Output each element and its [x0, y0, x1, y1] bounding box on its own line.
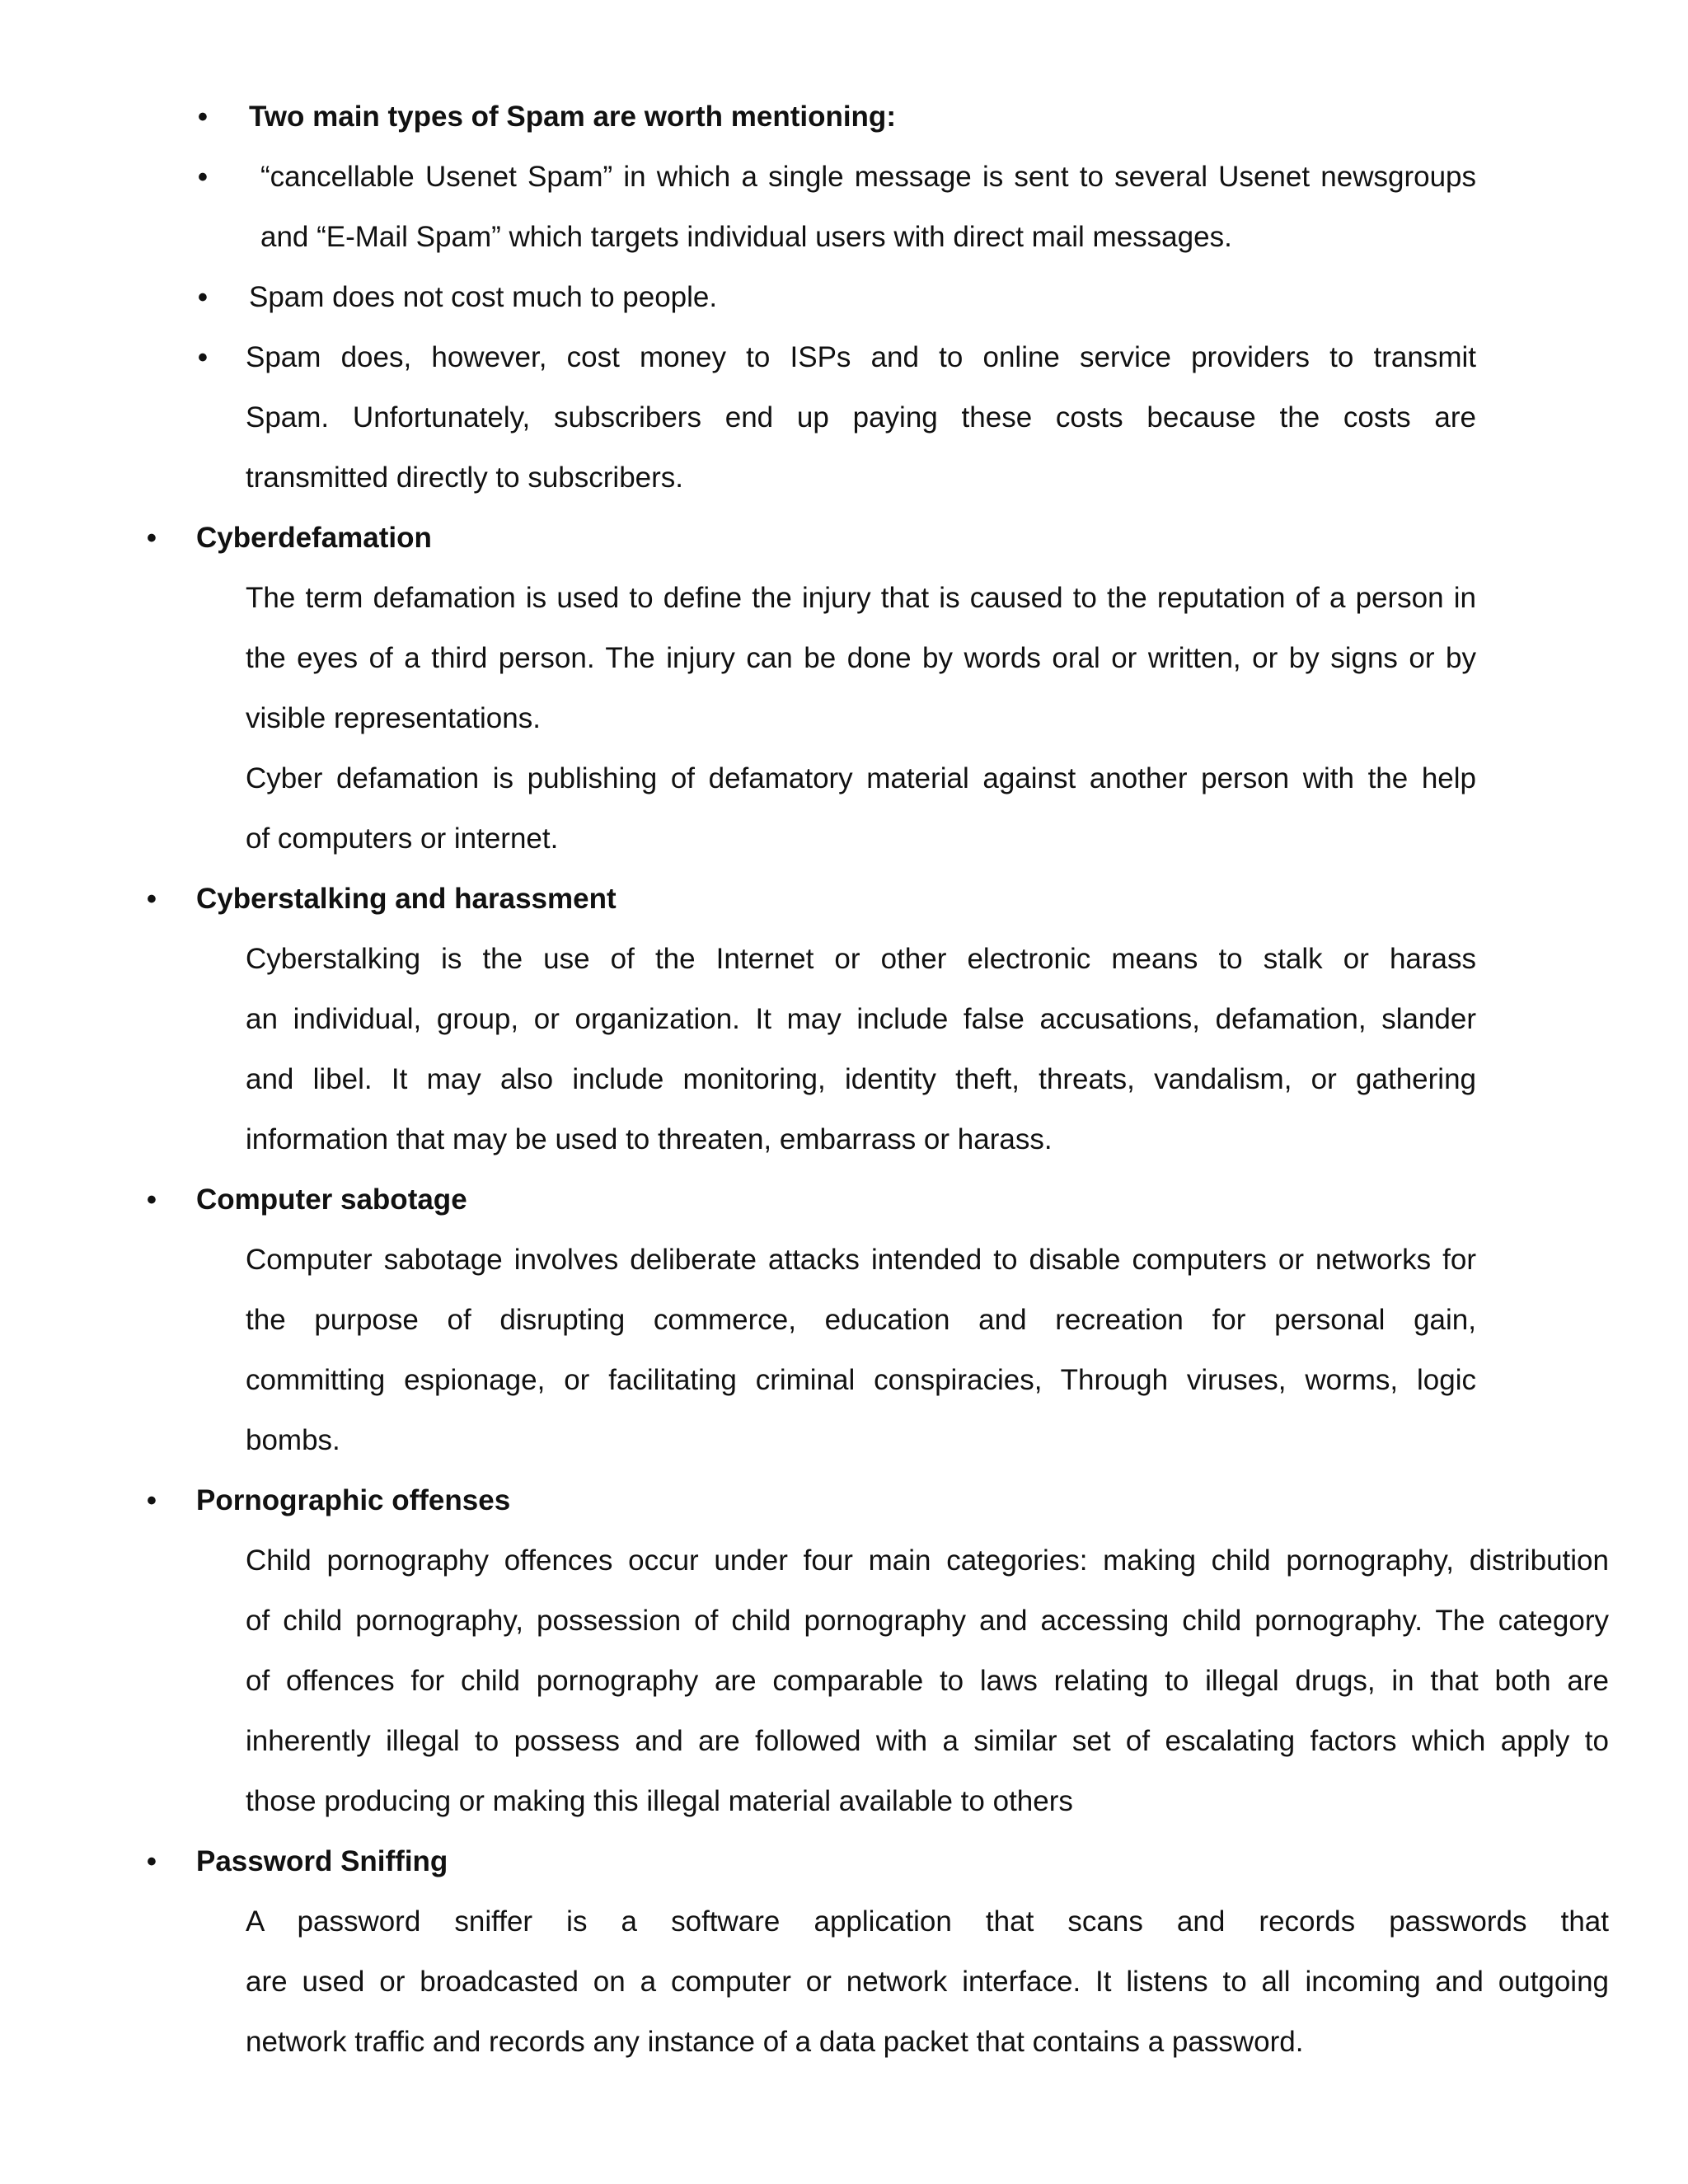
cyberdefamation-line-4: Cyber defamation is publishing of defamatory material against another person with the help: [246, 762, 1476, 794]
bullet-icon: •: [198, 342, 208, 373]
spam-heading: Two main types of Spam are worth mentioning:: [249, 101, 896, 133]
pornographic-line-1: Child pornography offences occur under four main categories: making child pornography, distribution: [246, 1544, 1609, 1577]
pornographic-line-3: of offences for child pornography are comparable to laws relating to illegal drugs, in that both are: [246, 1665, 1609, 1697]
spam-item-1-line-1: “cancellable Usenet Spam” in which a single message is sent to several Usenet newsgroups: [260, 161, 1476, 193]
password-line-3: network traffic and records any instance of a data packet that contains a password.: [246, 2026, 1304, 2058]
cyberstalking-heading: Cyberstalking and harassment: [196, 883, 617, 915]
sabotage-line-3: committing espionage, or facilitating criminal conspiracies, Through viruses, worms, logic: [246, 1364, 1476, 1396]
spam-item-1-line-2: and “E-Mail Spam” which targets individual users with direct mail messages.: [260, 221, 1232, 253]
cyberdefamation-heading: Cyberdefamation: [196, 522, 432, 554]
bullet-icon: •: [198, 162, 208, 193]
password-heading: Password Sniffing: [196, 1845, 448, 1877]
cyberdefamation-line-2: the eyes of a third person. The injury can be done by words oral or written, or by signs or by: [246, 642, 1476, 674]
bullet-icon: •: [147, 1485, 157, 1516]
bullet-icon: •: [147, 1184, 157, 1216]
cyberstalking-line-1: Cyberstalking is the use of the Internet or other electronic means to stalk or harass: [246, 943, 1476, 975]
pornographic-heading: Pornographic offenses: [196, 1484, 511, 1516]
cyberstalking-line-2: an individual, group, or organization. It may include false accusations, defamation, slander: [246, 1003, 1476, 1035]
spam-item-3-line-2: Spam. Unfortunately, subscribers end up paying these costs because the costs are: [246, 401, 1476, 434]
spam-item-3-line-3: transmitted directly to subscribers.: [246, 462, 684, 494]
cyberstalking-line-3: and libel. It may also include monitoring, identity theft, threats, vandalism, or gathering: [246, 1063, 1476, 1095]
sabotage-line-2: the purpose of disrupting commerce, education and recreation for personal gain,: [246, 1304, 1476, 1336]
pornographic-line-5: those producing or making this illegal material available to others: [246, 1785, 1073, 1817]
bullet-icon: •: [198, 101, 208, 133]
password-line-2: are used or broadcasted on a computer or network interface. It listens to all incoming and outgoing: [246, 1966, 1609, 1998]
cyberdefamation-line-3: visible representations.: [246, 702, 541, 734]
bullet-icon: •: [198, 282, 208, 313]
cyberdefamation-line-1: The term defamation is used to define the injury that is caused to the reputation of a person in: [246, 582, 1476, 614]
sabotage-line-1: Computer sabotage involves deliberate attacks intended to disable computers or networks for: [246, 1244, 1476, 1276]
sabotage-heading: Computer sabotage: [196, 1183, 467, 1216]
cyberdefamation-line-5: of computers or internet.: [246, 823, 559, 855]
spam-item-2: Spam does not cost much to people.: [249, 281, 718, 313]
pornographic-line-4: inherently illegal to possess and are followed with a similar set of escalating factors which apply to: [246, 1725, 1609, 1757]
bullet-icon: •: [147, 523, 157, 554]
bullet-icon: •: [147, 883, 157, 915]
bullet-icon: •: [147, 1846, 157, 1877]
password-line-1: A password sniffer is a software application that scans and records passwords that: [246, 1905, 1609, 1938]
sabotage-line-4: bombs.: [246, 1424, 340, 1456]
pornographic-line-2: of child pornography, possession of child pornography and accessing child pornography. The category: [246, 1605, 1609, 1637]
spam-item-3-line-1: Spam does, however, cost money to ISPs and to online service providers to transmit: [246, 341, 1476, 373]
cyberstalking-line-4: information that may be used to threaten, embarrass or harass.: [246, 1123, 1053, 1155]
